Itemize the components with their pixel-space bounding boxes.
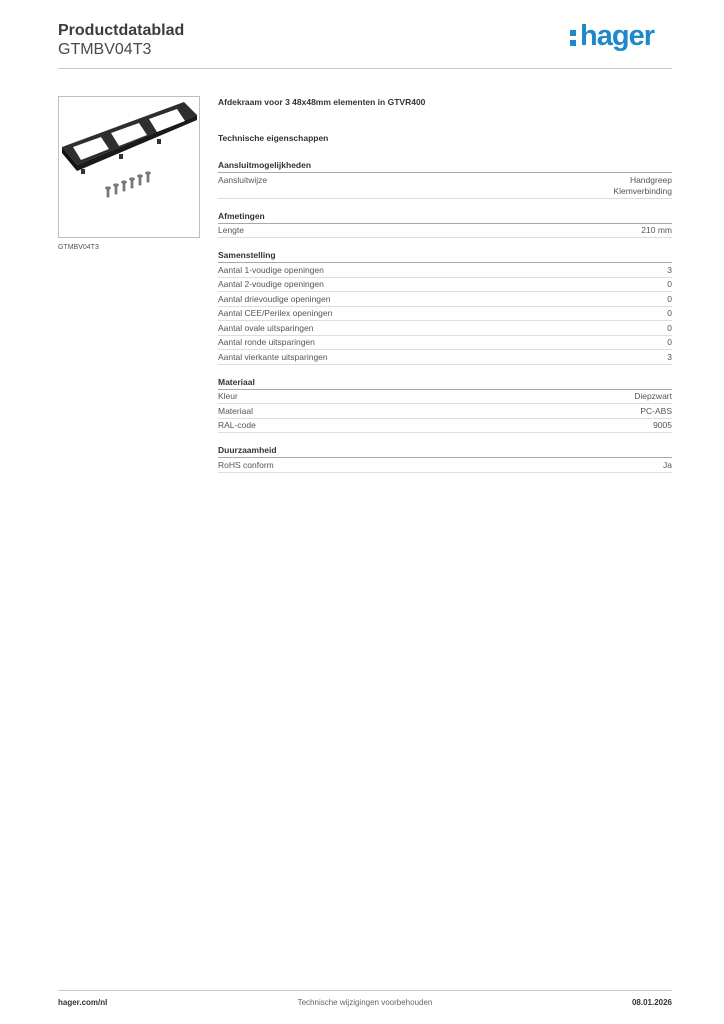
spec-row [218, 224, 672, 239]
spec-label: Aantal vierkante uitsparingen [218, 351, 328, 362]
spec-row [218, 419, 672, 434]
group-title: Materiaal [218, 375, 672, 390]
spec-group-sustainability [218, 443, 672, 473]
spec-row [218, 404, 672, 419]
specifications [218, 96, 672, 473]
product-description: Afdekraam voor 3 48x48mm elementen in GTVR400 [218, 97, 426, 107]
spec-row [218, 263, 672, 278]
group-title: Duurzaamheid [218, 443, 672, 458]
product-image [58, 96, 200, 238]
spec-group-connection [218, 158, 672, 199]
spec-label: Aantal 1-voudige openingen [218, 264, 324, 275]
product-code: GTMBV04T3 [58, 41, 152, 58]
footer-divider [58, 990, 672, 991]
spec-row [218, 173, 672, 199]
spec-label: RAL-code [218, 420, 256, 430]
spec-value: 3 [667, 351, 672, 362]
spec-value: 0 [667, 337, 672, 347]
spec-value: 210 mm [641, 225, 672, 235]
spec-label: Aantal ovale uitsparingen [218, 322, 314, 333]
spec-row [218, 390, 672, 405]
logo-text: hager [580, 20, 654, 52]
spec-group-dimensions [218, 209, 672, 239]
logo-dots-icon [570, 26, 577, 48]
spec-label: Aantal 2-voudige openingen [218, 279, 324, 289]
spec-row [218, 321, 672, 336]
spec-label: Materiaal [218, 405, 253, 416]
document-title: Productdatablad [58, 22, 185, 39]
footer-date: 08.01.2026 [631, 998, 672, 1007]
group-title: Afmetingen [218, 209, 672, 224]
spec-label: Aantal drievoudige openingen [218, 293, 331, 304]
spec-row [218, 292, 672, 307]
spec-value: PC-ABS [640, 405, 672, 416]
hager-logo [570, 20, 654, 53]
spec-row [218, 458, 672, 473]
spec-label: Aantal CEE/Perilex openingen [218, 308, 333, 318]
frame-illustration-icon [59, 97, 199, 237]
image-caption: GTMBV04T3 [58, 244, 99, 251]
page-footer [58, 998, 672, 1010]
header-divider [58, 68, 672, 69]
spec-row [218, 278, 672, 293]
spec-group-composition [218, 248, 672, 365]
spec-row [218, 307, 672, 322]
specs-heading: Technische eigenschappen [218, 133, 329, 143]
footer-website-link[interactable]: hager.com/nl [58, 998, 108, 1007]
group-title: Samenstelling [218, 248, 672, 263]
spec-label: Aantal ronde uitsparingen [218, 337, 315, 347]
page-header [58, 20, 672, 68]
spec-value: 0 [667, 322, 672, 333]
spec-value: 9005 [653, 420, 672, 430]
spec-value: Ja [663, 459, 672, 470]
spec-row [218, 350, 672, 365]
spec-label: Kleur [218, 391, 238, 401]
spec-value: 0 [667, 293, 672, 304]
spec-group-material [218, 375, 672, 434]
spec-value: Handgreep Klemverbinding [613, 174, 672, 196]
spec-value: Diepzwart [634, 391, 672, 401]
spec-value: 3 [667, 264, 672, 275]
spec-label: Aansluitwijze [218, 174, 268, 185]
footer-notice: Technische wijzigingen voorbehouden [297, 998, 433, 1007]
spec-value: 0 [667, 308, 672, 318]
spec-label: Lengte [218, 225, 244, 235]
group-title: Aansluitmogelijkheden [218, 158, 672, 173]
spec-label: RoHS conform [218, 459, 274, 470]
spec-row [218, 336, 672, 351]
spec-value: 0 [667, 279, 672, 289]
